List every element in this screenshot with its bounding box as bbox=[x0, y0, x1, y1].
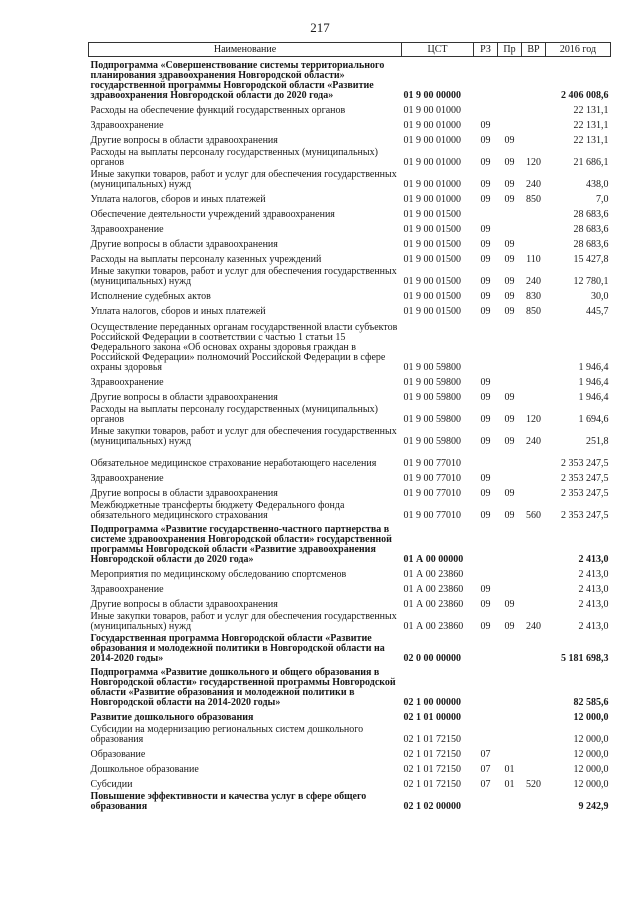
cell-rz: 09 bbox=[480, 599, 491, 610]
cell-pr: 09 bbox=[504, 291, 515, 302]
cell-rz: 09 bbox=[480, 306, 491, 317]
cell-vr: 520 bbox=[526, 779, 541, 790]
cell-name: Исполнение судебных актов bbox=[90, 291, 211, 302]
cell-rz: 09 bbox=[480, 276, 491, 287]
cell-rz bbox=[474, 723, 498, 745]
cell-vr bbox=[522, 447, 546, 469]
cell-rz: 09 bbox=[480, 392, 491, 403]
table-row bbox=[89, 595, 611, 610]
cell-rz: 09 bbox=[480, 179, 491, 190]
cell-vr bbox=[522, 708, 546, 723]
cell-pr bbox=[498, 745, 522, 760]
cell-vr: 120 bbox=[526, 157, 541, 168]
cell-vr: 850 bbox=[526, 194, 541, 205]
cell-sum: 21 686,1 bbox=[573, 157, 609, 168]
table-row bbox=[89, 265, 611, 287]
cell-pr bbox=[498, 220, 522, 235]
cell-cst: 01 А 00 23860 bbox=[403, 584, 464, 595]
cell-vr: 830 bbox=[526, 291, 541, 302]
table-row bbox=[89, 250, 611, 265]
cell-name: Здравоохранение bbox=[90, 377, 164, 388]
cell-cst: 01 А 00 23860 bbox=[403, 599, 464, 610]
cell-name: Обязательное медицинское страхование неработающего населения bbox=[90, 458, 377, 469]
header-rz: РЗ bbox=[474, 43, 498, 57]
header-year: 2016 год bbox=[546, 43, 611, 57]
cell-cst: 01 9 00 01000 bbox=[403, 120, 461, 131]
table-row bbox=[89, 664, 611, 708]
table-row bbox=[89, 146, 611, 168]
cell-name: Подпрограмма «Развитие дошкольного и общего образования в Новгородской области» государственной программы Новгородской области «Развитие образования и молодежной политики в Новгородской области на 2014-2020 годы» bbox=[90, 667, 396, 708]
budget-table bbox=[88, 42, 611, 812]
cell-name: Расходы на обеспечение функций государственных органов bbox=[90, 105, 346, 116]
table-row bbox=[89, 131, 611, 146]
cell-rz bbox=[474, 101, 498, 116]
cell-name: Межбюджетные трансферты бюджету Федерального фонда обязательного медицинского страхования bbox=[90, 500, 345, 521]
cell-name: Образование bbox=[90, 749, 146, 760]
cell-rz: 09 bbox=[480, 224, 491, 235]
page-number: 217 bbox=[310, 20, 330, 35]
cell-cst: 02 1 01 72150 bbox=[403, 779, 461, 790]
cell-cst: 01 А 00 00000 bbox=[403, 554, 464, 565]
cell-name: Другие вопросы в области здравоохранения bbox=[90, 488, 278, 499]
cell-sum: 1 694,6 bbox=[578, 414, 609, 425]
cell-name: Субсидии bbox=[90, 779, 133, 790]
cell-pr bbox=[498, 580, 522, 595]
cell-rz bbox=[474, 521, 498, 565]
cell-name: Здравоохранение bbox=[90, 473, 164, 484]
cell-name: Осуществление переданных органам государственной власти субъектов Российской Федерации в соответствии с частью 1 статьи 15 Федерального закона «Об основах охраны здоровья граждан в Российской Федерации» полномочий Российской Федерации в сфере охраны здоровья bbox=[90, 322, 398, 373]
cell-sum: 251,8 bbox=[586, 436, 609, 447]
cell-sum: 2 406 008,6 bbox=[561, 90, 609, 101]
table-row bbox=[89, 373, 611, 388]
header-pr: Пр bbox=[498, 43, 522, 57]
cell-cst: 01 9 00 01000 bbox=[403, 105, 461, 116]
cell-sum: 438,0 bbox=[586, 179, 609, 190]
cell-name: Другие вопросы в области здравоохранения bbox=[90, 239, 278, 250]
cell-sum: 12 000,0 bbox=[573, 712, 609, 723]
table-row bbox=[89, 565, 611, 580]
table-row bbox=[89, 101, 611, 116]
cell-vr: 240 bbox=[526, 179, 541, 190]
cell-rz: 09 bbox=[480, 120, 491, 131]
cell-sum: 9 242,9 bbox=[578, 801, 609, 812]
cell-rz bbox=[474, 664, 498, 708]
cell-rz: 09 bbox=[480, 377, 491, 388]
cell-sum: 1 946,4 bbox=[578, 392, 609, 403]
cell-name: Иные закупки товаров, работ и услуг для обеспечения государственных (муниципальных) нужд bbox=[90, 266, 397, 287]
cell-pr bbox=[498, 447, 522, 469]
cell-vr bbox=[522, 632, 546, 664]
cell-sum: 5 181 698,3 bbox=[561, 653, 609, 664]
table-row bbox=[89, 317, 611, 373]
cell-sum: 445,7 bbox=[586, 306, 609, 317]
cell-cst: 02 1 00 00000 bbox=[403, 697, 461, 708]
table-row bbox=[89, 790, 611, 812]
cell-pr bbox=[498, 521, 522, 565]
cell-name: Уплата налогов, сборов и иных платежей bbox=[90, 306, 266, 317]
cell-sum: 2 353 247,5 bbox=[561, 473, 609, 484]
table-row bbox=[89, 220, 611, 235]
cell-name: Иные закупки товаров, работ и услуг для обеспечения государственных (муниципальных) нужд bbox=[90, 611, 397, 632]
cell-name: Мероприятия по медицинскому обследованию спортсменов bbox=[90, 569, 347, 580]
cell-pr bbox=[498, 101, 522, 116]
cell-rz: 07 bbox=[480, 764, 491, 775]
cell-cst: 01 9 00 01000 bbox=[403, 179, 461, 190]
cell-pr bbox=[498, 565, 522, 580]
header-cst: ЦСТ bbox=[402, 43, 474, 57]
cell-pr: 09 bbox=[504, 179, 515, 190]
cell-sum: 2 353 247,5 bbox=[561, 510, 609, 521]
table-row bbox=[89, 775, 611, 790]
cell-cst: 01 9 00 59800 bbox=[403, 414, 461, 425]
cell-cst: 01 9 00 77010 bbox=[403, 458, 461, 469]
cell-pr: 09 bbox=[504, 276, 515, 287]
cell-pr bbox=[498, 790, 522, 812]
cell-sum: 1 946,4 bbox=[578, 362, 609, 373]
table-row bbox=[89, 57, 611, 102]
cell-vr bbox=[522, 760, 546, 775]
cell-sum: 2 413,0 bbox=[578, 569, 609, 580]
cell-pr: 09 bbox=[504, 239, 515, 250]
cell-vr bbox=[522, 469, 546, 484]
cell-vr bbox=[522, 116, 546, 131]
cell-rz bbox=[474, 790, 498, 812]
cell-sum: 30,0 bbox=[591, 291, 609, 302]
cell-cst: 01 А 00 23860 bbox=[403, 569, 464, 580]
cell-vr: 110 bbox=[526, 254, 541, 265]
cell-pr bbox=[498, 708, 522, 723]
cell-sum: 28 683,6 bbox=[573, 224, 609, 235]
cell-cst: 01 9 00 01500 bbox=[403, 306, 461, 317]
cell-pr: 09 bbox=[504, 157, 515, 168]
cell-rz: 09 bbox=[480, 510, 491, 521]
cell-pr bbox=[498, 373, 522, 388]
cell-pr: 09 bbox=[504, 194, 515, 205]
cell-name: Другие вопросы в области здравоохранения bbox=[90, 135, 278, 146]
cell-vr bbox=[522, 373, 546, 388]
cell-vr bbox=[522, 388, 546, 403]
table-row bbox=[89, 190, 611, 205]
cell-vr bbox=[522, 101, 546, 116]
cell-rz: 09 bbox=[480, 473, 491, 484]
cell-cst: 01 9 00 01500 bbox=[403, 254, 461, 265]
cell-rz: 09 bbox=[480, 239, 491, 250]
cell-vr bbox=[522, 595, 546, 610]
cell-cst: 01 9 00 59800 bbox=[403, 436, 461, 447]
cell-vr: 240 bbox=[526, 436, 541, 447]
cell-rz bbox=[474, 205, 498, 220]
table-row bbox=[89, 745, 611, 760]
cell-sum: 12 000,0 bbox=[573, 764, 609, 775]
cell-sum: 2 353 247,5 bbox=[561, 488, 609, 499]
cell-cst: 02 1 02 00000 bbox=[403, 801, 461, 812]
cell-vr bbox=[522, 580, 546, 595]
cell-name: Здравоохранение bbox=[90, 224, 164, 235]
cell-name: Здравоохранение bbox=[90, 120, 164, 131]
table-row bbox=[89, 205, 611, 220]
cell-name: Дошкольное образование bbox=[90, 764, 199, 775]
cell-cst: 01 9 00 01500 bbox=[403, 224, 461, 235]
cell-vr bbox=[522, 317, 546, 373]
cell-name: Здравоохранение bbox=[90, 584, 164, 595]
table-row bbox=[89, 425, 611, 447]
table-row bbox=[89, 521, 611, 565]
cell-rz: 09 bbox=[480, 194, 491, 205]
cell-rz: 09 bbox=[480, 135, 491, 146]
cell-sum: 2 353 247,5 bbox=[561, 458, 609, 469]
cell-vr bbox=[522, 220, 546, 235]
table-row bbox=[89, 447, 611, 469]
cell-rz: 09 bbox=[480, 157, 491, 168]
cell-sum: 12 000,0 bbox=[573, 734, 609, 745]
cell-sum: 1 946,4 bbox=[578, 377, 609, 388]
cell-vr bbox=[522, 521, 546, 565]
cell-sum: 28 683,6 bbox=[573, 209, 609, 220]
table-row bbox=[89, 723, 611, 745]
cell-vr bbox=[522, 790, 546, 812]
cell-sum: 2 413,0 bbox=[578, 621, 609, 632]
cell-name: Расходы на выплаты персоналу государственных (муниципальных) органов bbox=[90, 147, 378, 168]
cell-pr bbox=[498, 632, 522, 664]
cell-pr bbox=[498, 469, 522, 484]
cell-cst: 01 9 00 01000 bbox=[403, 194, 461, 205]
cell-pr bbox=[498, 116, 522, 131]
cell-sum: 22 131,1 bbox=[573, 120, 609, 131]
table-row bbox=[89, 168, 611, 190]
table-row bbox=[89, 760, 611, 775]
cell-cst: 01 9 00 01000 bbox=[403, 135, 461, 146]
cell-rz: 09 bbox=[480, 488, 491, 499]
cell-cst: 01 9 00 01500 bbox=[403, 209, 461, 220]
cell-vr bbox=[522, 205, 546, 220]
table-row bbox=[89, 388, 611, 403]
cell-rz: 09 bbox=[480, 584, 491, 595]
cell-pr: 09 bbox=[504, 599, 515, 610]
cell-pr: 01 bbox=[504, 779, 515, 790]
cell-rz bbox=[474, 708, 498, 723]
cell-rz: 09 bbox=[480, 291, 491, 302]
table-row bbox=[89, 116, 611, 131]
table-row bbox=[89, 403, 611, 425]
cell-vr: 120 bbox=[526, 414, 541, 425]
cell-name: Государственная программа Новгородской области «Развитие образования и молодежной политики в Новгородской области на 2014-2020 годы» bbox=[90, 633, 385, 664]
cell-rz: 09 bbox=[480, 621, 491, 632]
cell-cst: 01 9 00 77010 bbox=[403, 473, 461, 484]
cell-pr: 09 bbox=[504, 510, 515, 521]
cell-vr bbox=[522, 131, 546, 146]
cell-sum: 2 413,0 bbox=[578, 599, 609, 610]
cell-sum: 12 000,0 bbox=[573, 749, 609, 760]
cell-name: Расходы на выплаты персоналу государственных (муниципальных) органов bbox=[90, 404, 378, 425]
cell-name: Подпрограмма «Развитие государственно-частного партнерства в системе здравоохранения Новгородской области» государственной программы Новгородской области «Развитие здравоохранения Новгородской области до 2020 года» bbox=[90, 524, 392, 565]
cell-cst: 02 1 01 72150 bbox=[403, 734, 461, 745]
cell-name: Субсидии на модернизацию региональных систем дошкольного образования bbox=[90, 724, 364, 745]
cell-sum: 15 427,8 bbox=[573, 254, 609, 265]
cell-rz: 07 bbox=[480, 779, 491, 790]
header-vr: ВР bbox=[522, 43, 546, 57]
cell-sum: 12 780,1 bbox=[573, 276, 609, 287]
cell-vr bbox=[522, 57, 546, 102]
table-row bbox=[89, 580, 611, 595]
cell-sum: 2 413,0 bbox=[578, 554, 609, 565]
cell-cst: 01 9 00 01500 bbox=[403, 276, 461, 287]
cell-pr: 09 bbox=[504, 436, 515, 447]
table-row bbox=[89, 469, 611, 484]
table-row bbox=[89, 484, 611, 499]
cell-cst: 01 9 00 01500 bbox=[403, 291, 461, 302]
cell-cst: 02 1 01 00000 bbox=[403, 712, 461, 723]
cell-name: Иные закупки товаров, работ и услуг для обеспечения государственных (муниципальных) нужд bbox=[90, 169, 397, 190]
cell-pr: 09 bbox=[504, 135, 515, 146]
cell-vr bbox=[522, 565, 546, 580]
cell-rz bbox=[474, 57, 498, 102]
cell-vr bbox=[522, 723, 546, 745]
table-row bbox=[89, 302, 611, 317]
cell-pr: 01 bbox=[504, 764, 515, 775]
cell-rz: 09 bbox=[480, 254, 491, 265]
cell-name: Уплата налогов, сборов и иных платежей bbox=[90, 194, 266, 205]
cell-cst: 02 0 00 00000 bbox=[403, 653, 461, 664]
table-body bbox=[89, 57, 611, 813]
table-row bbox=[89, 499, 611, 521]
cell-name: Обеспечение деятельности учреждений здравоохранения bbox=[90, 209, 335, 220]
cell-vr: 240 bbox=[526, 621, 541, 632]
cell-cst: 01 9 00 59800 bbox=[403, 362, 461, 373]
cell-sum: 2 413,0 bbox=[578, 584, 609, 595]
cell-cst: 01 9 00 01500 bbox=[403, 239, 461, 250]
cell-rz: 07 bbox=[480, 749, 491, 760]
cell-sum: 28 683,6 bbox=[573, 239, 609, 250]
cell-vr bbox=[522, 664, 546, 708]
cell-rz bbox=[474, 632, 498, 664]
table-row bbox=[89, 235, 611, 250]
table-row bbox=[89, 610, 611, 632]
cell-sum: 7,0 bbox=[596, 194, 609, 205]
cell-vr: 240 bbox=[526, 276, 541, 287]
cell-cst: 02 1 01 72150 bbox=[403, 749, 461, 760]
cell-cst: 01 9 00 77010 bbox=[403, 488, 461, 499]
cell-pr bbox=[498, 317, 522, 373]
cell-name: Другие вопросы в области здравоохранения bbox=[90, 392, 278, 403]
cell-pr: 09 bbox=[504, 306, 515, 317]
cell-rz bbox=[474, 447, 498, 469]
cell-vr: 850 bbox=[526, 306, 541, 317]
cell-pr: 09 bbox=[504, 254, 515, 265]
cell-pr: 09 bbox=[504, 414, 515, 425]
cell-vr bbox=[522, 745, 546, 760]
cell-pr bbox=[498, 664, 522, 708]
cell-cst: 01 А 00 23860 bbox=[403, 621, 464, 632]
table-row bbox=[89, 287, 611, 302]
cell-name: Иные закупки товаров, работ и услуг для обеспечения государственных (муниципальных) нужд bbox=[90, 426, 397, 447]
cell-pr bbox=[498, 205, 522, 220]
cell-name: Другие вопросы в области здравоохранения bbox=[90, 599, 278, 610]
cell-sum: 82 585,6 bbox=[573, 697, 609, 708]
cell-name: Развитие дошкольного образования bbox=[90, 712, 254, 723]
cell-rz bbox=[474, 565, 498, 580]
cell-cst: 01 9 00 59800 bbox=[403, 377, 461, 388]
cell-sum: 22 131,1 bbox=[573, 135, 609, 146]
cell-name: Расходы на выплаты персоналу казенных учреждений bbox=[90, 254, 322, 265]
table-row bbox=[89, 632, 611, 664]
cell-cst: 01 9 00 01000 bbox=[403, 157, 461, 168]
cell-pr bbox=[498, 57, 522, 102]
cell-rz: 09 bbox=[480, 436, 491, 447]
cell-cst: 01 9 00 77010 bbox=[403, 510, 461, 521]
header-name: Наименование bbox=[89, 43, 402, 57]
table-row bbox=[89, 708, 611, 723]
cell-vr bbox=[522, 235, 546, 250]
cell-cst: 02 1 01 72150 bbox=[403, 764, 461, 775]
cell-sum: 22 131,1 bbox=[573, 105, 609, 116]
cell-vr: 560 bbox=[526, 510, 541, 521]
cell-cst: 01 9 00 00000 bbox=[403, 90, 461, 101]
cell-pr: 09 bbox=[504, 621, 515, 632]
table-header-row bbox=[89, 43, 611, 57]
cell-cst: 01 9 00 59800 bbox=[403, 392, 461, 403]
cell-name: Подпрограмма «Совершенствование системы территориального планирования здравоохранения Новгородской области» государственной программы Новгородской области «Развитие здравоохранения Новгородской области до 2020 года» bbox=[90, 60, 385, 101]
cell-pr bbox=[498, 723, 522, 745]
cell-rz: 09 bbox=[480, 414, 491, 425]
cell-vr bbox=[522, 484, 546, 499]
cell-pr: 09 bbox=[504, 488, 515, 499]
cell-sum: 12 000,0 bbox=[573, 779, 609, 790]
cell-pr: 09 bbox=[504, 392, 515, 403]
cell-name: Повышение эффективности и качества услуг в сфере общего образования bbox=[90, 791, 367, 812]
cell-rz bbox=[474, 317, 498, 373]
